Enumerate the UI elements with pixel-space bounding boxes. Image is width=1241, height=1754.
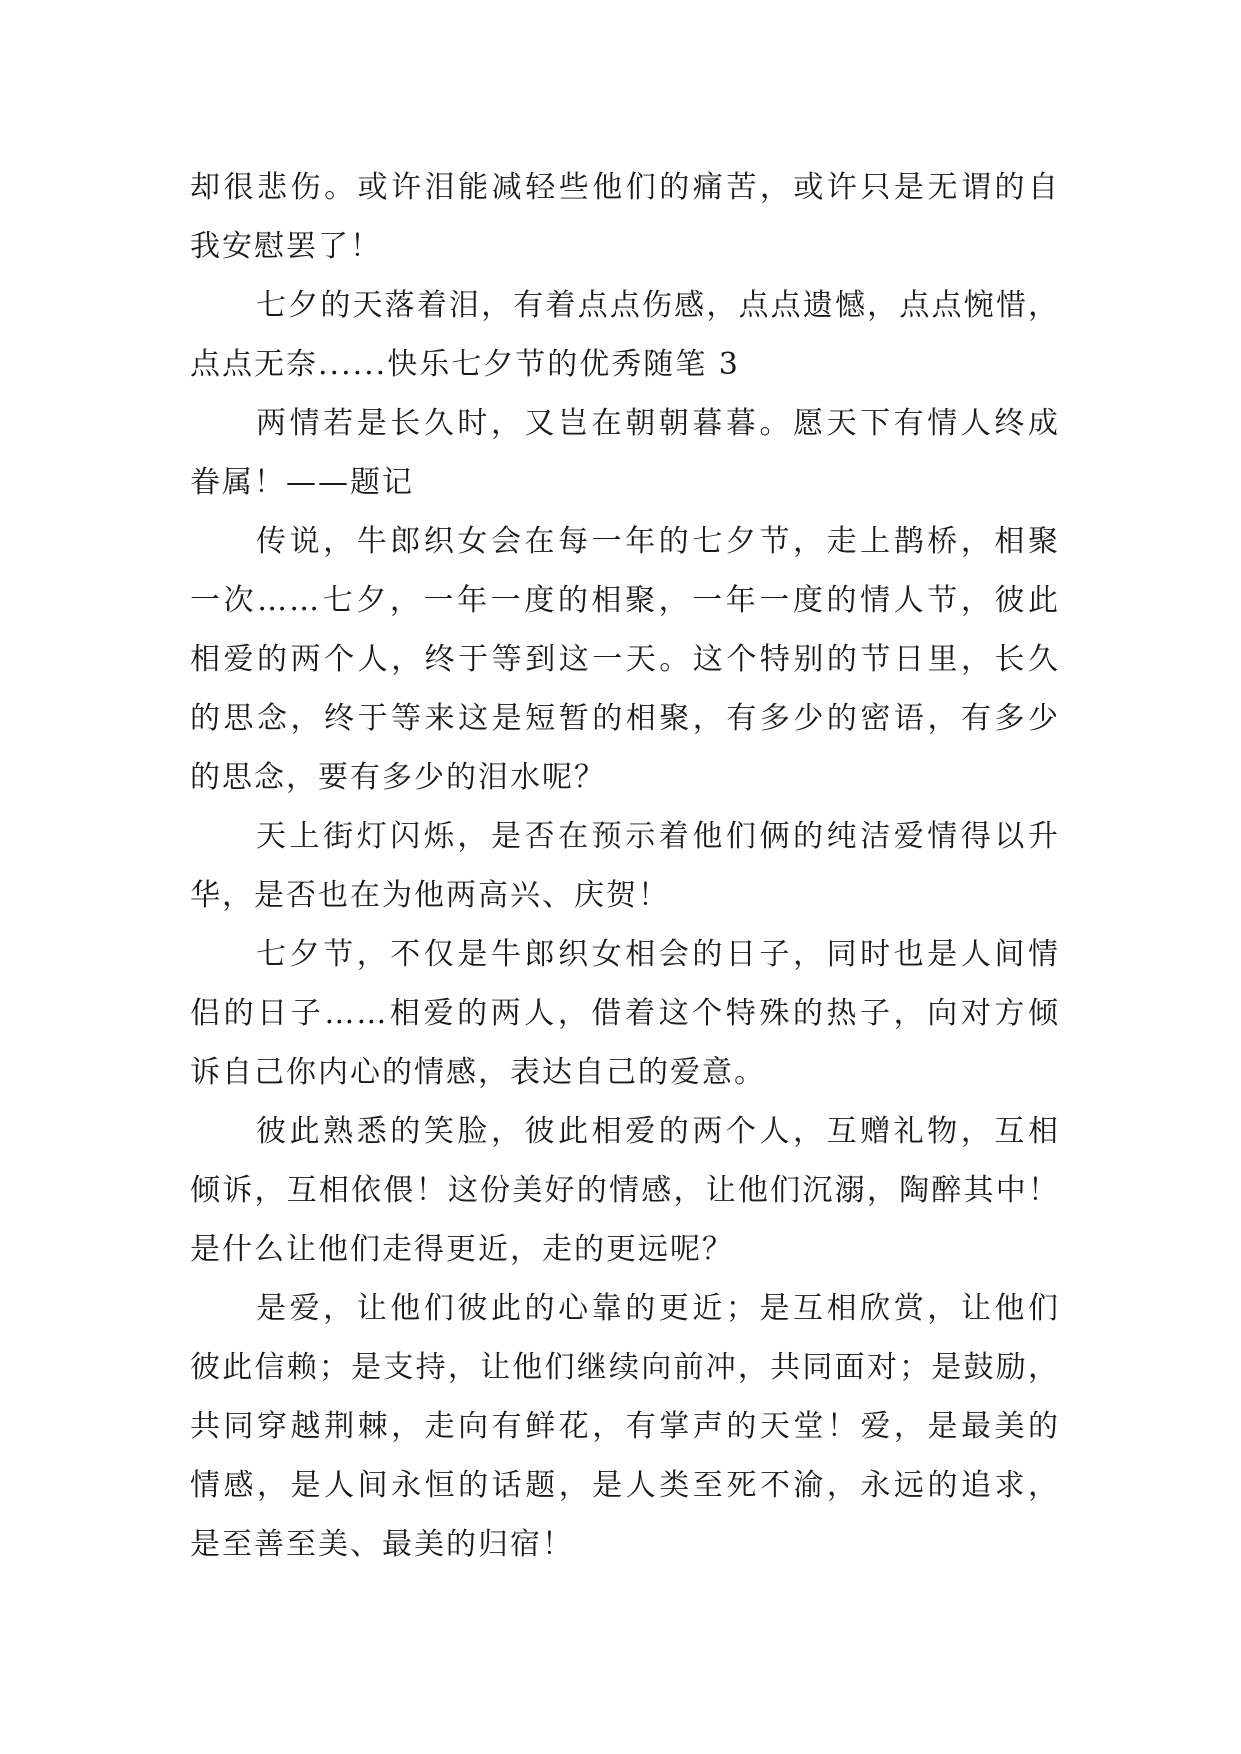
text-line: 一次……七夕，一年一度的相聚，一年一度的情人节，彼此 (190, 583, 1060, 618)
text-line: 点点无奈......快乐七夕节的优秀随笔 3 (190, 347, 740, 382)
text-line: 传说，牛郎织女会在每一年的七夕节，走上鹊桥，相聚 (256, 524, 1060, 559)
text-line: 侣的日子……相爱的两人，借着这个特殊的热子，向对方倾 (190, 996, 1060, 1031)
text-line: 是什么让他们走得更近，走的更远呢？ (190, 1232, 734, 1267)
text-line: 情感，是人间永恒的话题，是人类至死不渝，永远的追求， (190, 1468, 1060, 1503)
text-line: 的思念，终于等来这是短暂的相聚，有多少的密语，有多少 (190, 701, 1060, 736)
text-line: 彼此熟悉的笑脸，彼此相爱的两个人，互赠礼物，互相 (256, 1114, 1060, 1149)
text-line: 七夕节，不仅是牛郎织女相会的日子，同时也是人间情 (256, 937, 1060, 972)
text-line: 的思念，要有多少的泪水呢？ (190, 760, 606, 795)
text-line: 相爱的两个人，终于等到这一天。这个特别的节日里，长久 (190, 642, 1060, 677)
text-line: 诉自己你内心的情感，表达自己的爱意。 (190, 1055, 766, 1090)
text-line: 两情若是长久时，又岂在朝朝暮暮。愿天下有情人终成 (256, 406, 1060, 441)
text-line: 是至善至美、最美的归宿！ (190, 1527, 574, 1562)
text-line: 华，是否也在为他两高兴、庆贺！ (190, 878, 670, 913)
text-line: 天上街灯闪烁，是否在预示着他们俩的纯洁爱情得以升 (256, 819, 1060, 854)
text-line: 是爱，让他们彼此的心靠的更近；是互相欣赏，让他们 (256, 1291, 1060, 1326)
text-line: 眷属！——题记 (190, 465, 414, 500)
text-line: 我安慰罢了！ (190, 229, 382, 264)
text-line: 彼此信赖；是支持，让他们继续向前冲，共同面对；是鼓励， (190, 1350, 1060, 1385)
text-line: 倾诉，互相依偎！这份美好的情感，让他们沉溺，陶醉其中！ (190, 1173, 1060, 1208)
body-text (190, 158, 1060, 1574)
text-line: 共同穿越荆棘，走向有鲜花，有掌声的天堂！爱，是最美的 (190, 1409, 1060, 1444)
text-line: 却很悲伤。或许泪能减轻些他们的痛苦，或许只是无谓的自 (190, 170, 1060, 205)
text-line: 七夕的天落着泪，有着点点伤感，点点遗憾，点点惋惜， (256, 288, 1060, 323)
